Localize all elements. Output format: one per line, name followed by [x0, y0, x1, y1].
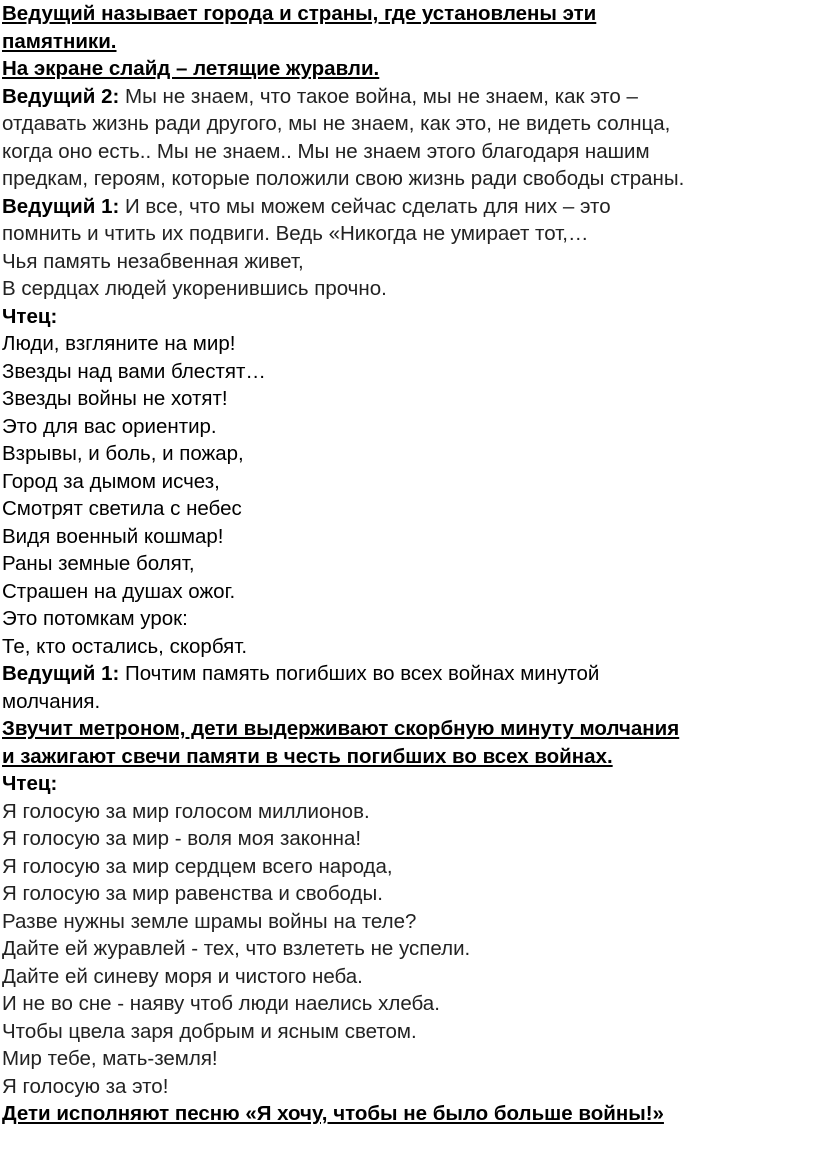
stage-direction-line: Звучит метроном, дети выдерживают скорбную минуту молчания — [2, 717, 680, 740]
text-line: В сердцах людей укоренившись прочно. — [2, 277, 387, 300]
poem-line: Те, кто остались, скорбят. — [2, 634, 248, 658]
stage-direction-line: На экране слайд – летящие журавли. — [2, 57, 380, 80]
speaker-line: Ведущий 1: Почтим память погибших во всех войнах минутой — [2, 662, 600, 685]
speaker-label: Ведущий 1: — [2, 194, 120, 218]
text-line: предкам, героям, которые положили свою жизнь ради свободы страны. — [2, 167, 685, 190]
text-line: молчания. — [2, 689, 101, 713]
stage-direction-line: Дети исполняют песню «Я хочу, чтобы не было больше войны!» — [2, 1102, 664, 1125]
speaker-label: Ведущий 1: — [2, 662, 120, 685]
speaker-label: Чтец: — [2, 772, 58, 795]
text-line: помнить и чтить их подвиги. Ведь «Никогда не умирает тот,… — [2, 222, 589, 245]
poem-line: Мир тебе, мать-земля! — [2, 1047, 218, 1070]
speaker-label: Чтец: — [2, 304, 58, 328]
stage-direction-line: памятники. — [2, 29, 117, 53]
poem-line: Я голосую за мир равенства и свободы. — [2, 882, 383, 905]
poem-line: Дайте ей синеву моря и чистого неба. — [2, 964, 363, 988]
poem-line: Чтобы цвела заря добрым и ясным светом. — [2, 1019, 417, 1043]
stage-direction-line: и зажигают свечи памяти в честь погибших во всех войнах. — [2, 744, 613, 768]
poem-line: Видя военный кошмар! — [2, 524, 224, 548]
speaker-label: Ведущий 2: — [2, 84, 120, 108]
speaker-line: Ведущий 2: Мы не знаем, что такое война, мы не знаем, как это – — [2, 84, 638, 108]
text-line: когда оно есть.. Мы не знаем.. Мы не знаем этого благодаря нашим — [2, 139, 650, 163]
text-line: Чья память незабвенная живет, — [2, 249, 304, 273]
poem-line: Это для вас ориентир. — [2, 414, 217, 438]
poem-line: Звезды войны не хотят! — [2, 387, 228, 410]
poem-line: Разве нужны земле шрамы войны на теле? — [2, 909, 417, 933]
text-line: отдавать жизнь ради другого, мы не знаем, как это, не видеть солнца, — [2, 112, 671, 135]
poem-line: Я голосую за мир - воля моя законна! — [2, 827, 362, 850]
poem-line: Страшен на душах ожог. — [2, 579, 236, 603]
poem-line: Раны земные болят, — [2, 552, 195, 575]
poem-line: Дайте ей журавлей - тех, что взлететь не успели. — [2, 937, 471, 960]
speaker-line: Ведущий 1: И все, что мы можем сейчас сделать для них – это — [2, 194, 611, 218]
poem-line: Люди, взгляните на мир! — [2, 332, 236, 355]
stage-direction-line: Ведущий называет города и страны, где установлены эти — [2, 2, 597, 25]
poem-line: Я голосую за мир голосом миллионов. — [2, 799, 370, 823]
poem-line: Я голосую за это! — [2, 1074, 169, 1098]
poem-line: Это потомкам урок: — [2, 607, 188, 630]
poem-line: Звезды над вами блестят… — [2, 359, 266, 383]
poem-line: Я голосую за мир сердцем всего народа, — [2, 854, 393, 878]
poem-line: И не во сне - наяву чтоб люди наелись хлеба. — [2, 992, 440, 1015]
poem-line: Взрывы, и боль, и пожар, — [2, 442, 244, 465]
poem-line: Город за дымом исчез, — [2, 469, 220, 493]
poem-line: Смотрят светила с небес — [2, 497, 242, 520]
